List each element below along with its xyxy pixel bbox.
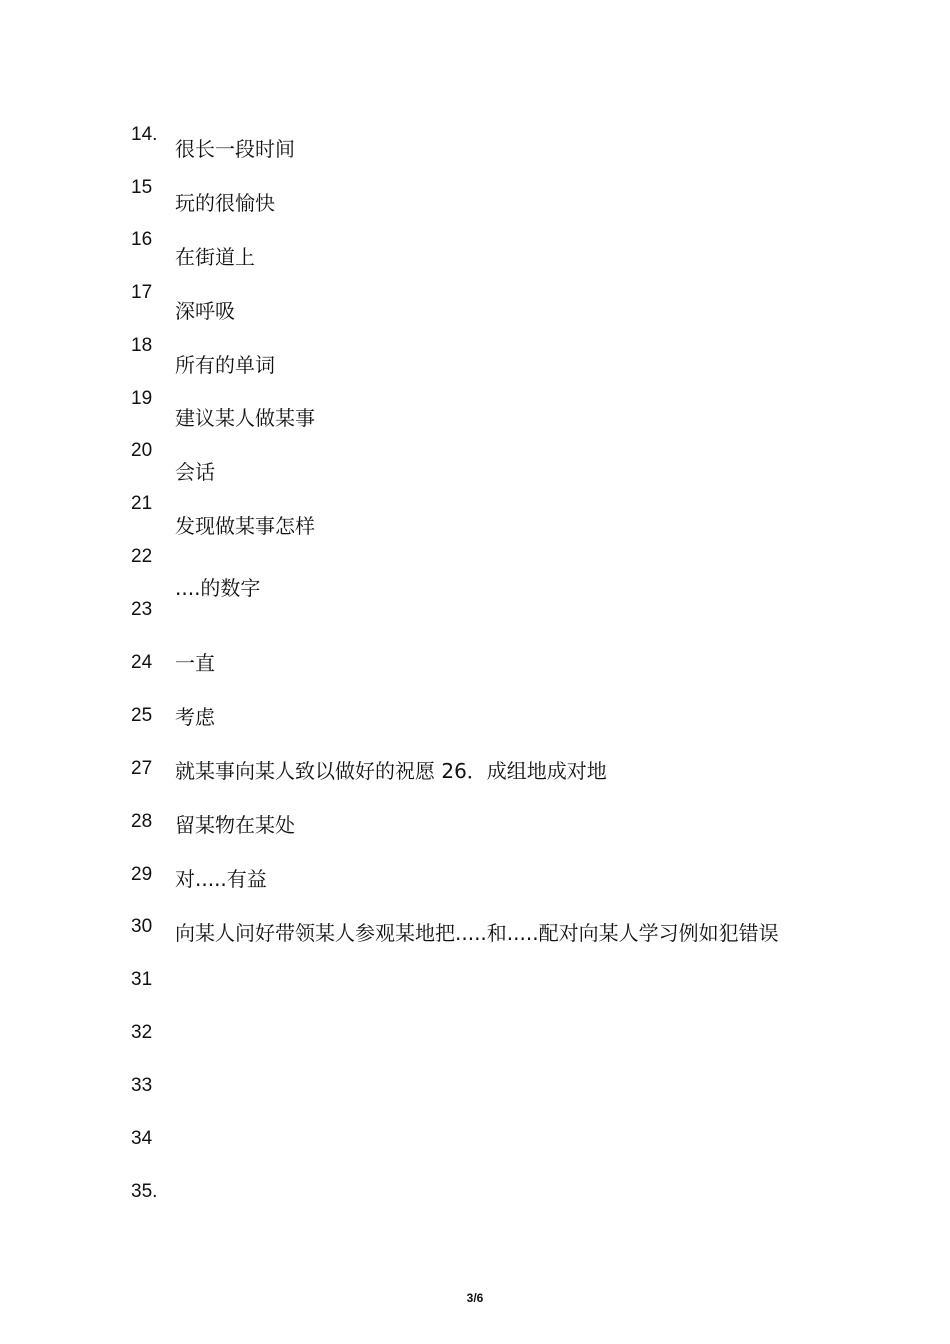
item-text: 玩的很愉快	[175, 191, 275, 215]
item-number: 33	[131, 1075, 153, 1096]
item-text: 留某物在某处	[175, 813, 295, 837]
item-number: 24	[131, 652, 153, 673]
item-number: 14.	[131, 124, 158, 145]
item-number: 27	[131, 758, 153, 779]
item-number: 21	[131, 493, 153, 514]
item-number: 31	[131, 969, 153, 990]
item-text: 很长一段时间	[175, 137, 295, 161]
item-number: 16	[131, 229, 153, 250]
item-text: 在街道上	[175, 245, 255, 269]
item-number: 20	[131, 440, 153, 461]
item-text: 建议某人做某事	[175, 406, 315, 430]
item-number: 18	[131, 335, 153, 356]
item-text: 考虑	[175, 705, 215, 729]
page-number: 3/6	[466, 1291, 484, 1305]
item-number: 29	[131, 864, 153, 885]
item-number: 32	[131, 1022, 153, 1043]
item-number: 34	[131, 1128, 153, 1149]
item-number: 17	[131, 282, 153, 303]
item-number: 28	[131, 811, 153, 832]
item-text: 发现做某事怎样	[175, 514, 315, 538]
item-text: 深呼吸	[175, 299, 235, 323]
item-text: 一直	[175, 651, 215, 675]
item-text: 就某事向某人致以做好的祝愿 26．成组地成对地	[175, 759, 607, 783]
item-number: 19	[131, 388, 153, 409]
item-number: 25	[131, 705, 153, 726]
item-number: 23	[131, 599, 153, 620]
item-text: 所有的单词	[175, 353, 275, 377]
item-text: ....的数字	[175, 576, 261, 600]
item-text: 会话	[175, 460, 215, 484]
item-text: 向某人问好带领某人参观某地把.....和.....配对向某人学习例如犯错误	[175, 921, 779, 945]
item-number: 22	[131, 546, 153, 567]
item-number: 15	[131, 177, 153, 198]
item-number: 30	[131, 916, 153, 937]
item-number: 35.	[131, 1181, 158, 1202]
item-text: 对.....有益	[175, 867, 267, 891]
